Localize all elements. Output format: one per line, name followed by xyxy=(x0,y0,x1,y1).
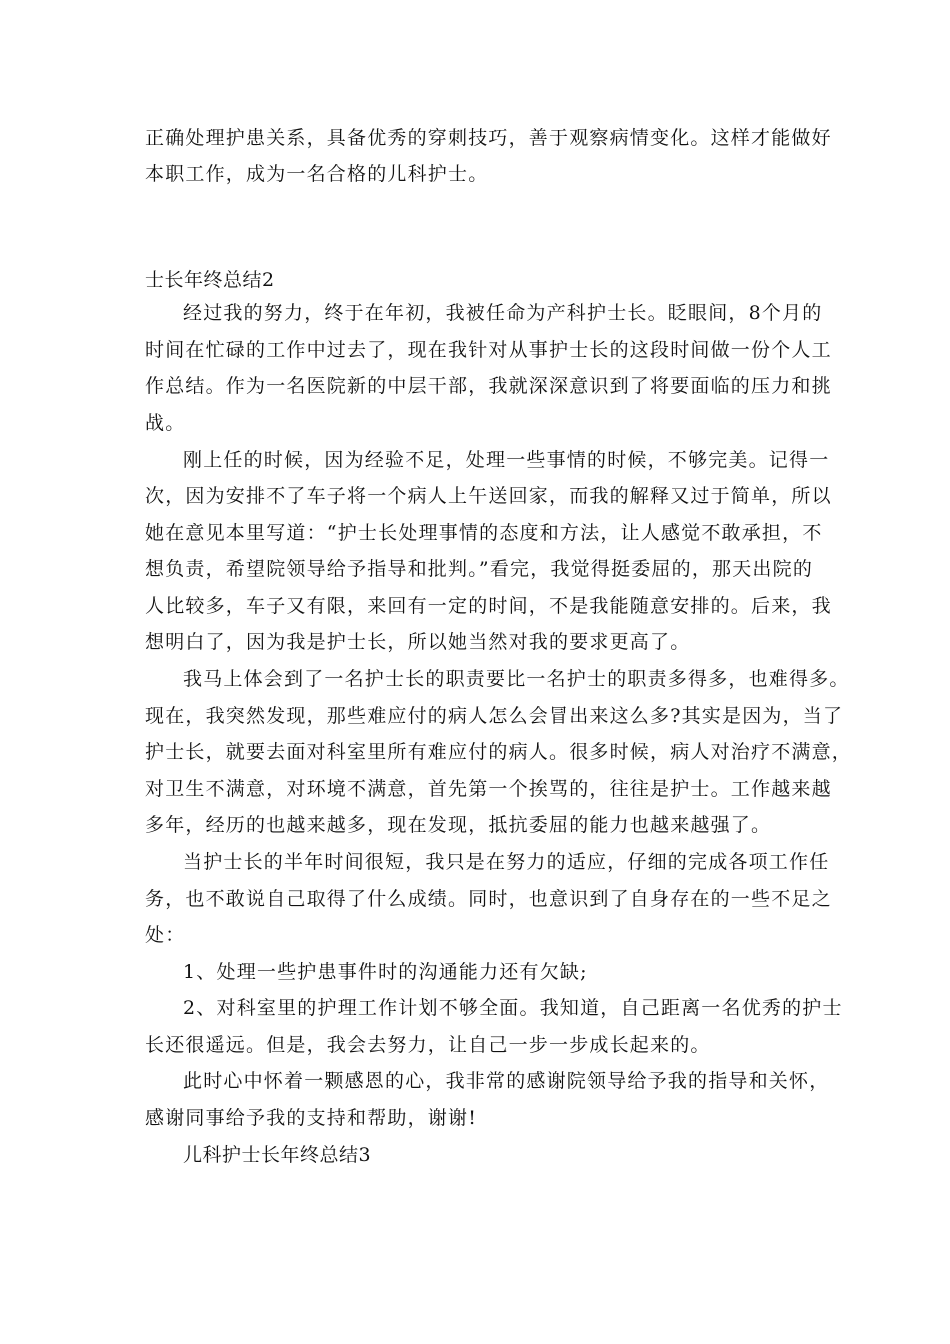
text-line: 正确处理护患关系，具备优秀的穿刺技巧，善于观察病情变化。这样才能做好 xyxy=(145,127,832,149)
list-item: 2、对科室里的护理工作计划不够全面。我知道，自己距离一名优秀的护士 xyxy=(183,997,843,1019)
text-line: 感谢同事给予我的支持和帮助，谢谢! xyxy=(145,1107,478,1129)
section-heading: 儿科护士长年终总结3 xyxy=(183,1144,372,1166)
text-line: 我马上体会到了一名护士长的职责要比一名护士的职责多得多，也难得多。 xyxy=(183,668,850,690)
text-line: 护士长，就要去面对科室里所有难应付的病人。很多时候，病人对治疗不满意， xyxy=(145,741,853,763)
text-line: 经过我的努力，终于在年初，我被任命为产科护士长。眨眼间，8个月的 xyxy=(183,302,823,324)
text-line: 时间在忙碌的工作中过去了，现在我针对从事护士长的这段时间做一份个人工 xyxy=(145,339,832,361)
text-line: 人比较多，车子又有限，来回有一定的时间，不是我能随意安排的。后来，我 xyxy=(145,595,832,617)
text-line: 次，因为安排不了车子将一个病人上午送回家，而我的解释又过于简单，所以 xyxy=(145,485,832,507)
text-line: 想负责，希望院领导给予指导和批判。”看完，我觉得挺委屈的，那天出院的 xyxy=(145,558,814,580)
text-line: 刚上任的时候，因为经验不足，处理一些事情的时候，不够完美。记得一 xyxy=(183,449,830,471)
section-heading: 士长年终总结2 xyxy=(145,269,275,291)
text-line: 多年，经历的也越来越多，现在发现，抵抗委屈的能力也越来越强了。 xyxy=(145,814,772,836)
text-line: 当护士长的半年时间很短，我只是在努力的适应，仔细的完成各项工作任 xyxy=(183,851,830,873)
text-line: 现在，我突然发现，那些难应付的病人怎么会冒出来这么多?其实是因为，当了 xyxy=(145,705,844,727)
list-item: 1、处理一些护患事件时的沟通能力还有欠缺; xyxy=(183,961,588,983)
text-line: 本职工作，成为一名合格的儿科护士。 xyxy=(145,163,489,185)
text-line: 长还很遥远。但是，我会去努力，让自己一步一步成长起来的。 xyxy=(145,1034,711,1056)
text-line: 此时心中怀着一颗感恩的心，我非常的感谢院领导给予我的指导和关怀， xyxy=(183,1070,830,1092)
text-line: 处： xyxy=(145,924,186,946)
text-line: 战。 xyxy=(145,412,186,434)
text-line: 作总结。作为一名医院新的中层干部，我就深深意识到了将要面临的压力和挑 xyxy=(145,375,832,397)
text-line: 她在意见本里写道：“护士长处理事情的态度和方法，让人感觉不敢承担，不 xyxy=(145,522,823,544)
text-line: 想明白了，因为我是护士长，所以她当然对我的要求更高了。 xyxy=(145,631,691,653)
text-line: 对卫生不满意，对环境不满意，首先第一个挨骂的，往往是护士。工作越来越 xyxy=(145,778,832,800)
text-line: 务，也不敢说自己取得了什么成绩。同时，也意识到了自身存在的一些不足之 xyxy=(145,888,832,910)
